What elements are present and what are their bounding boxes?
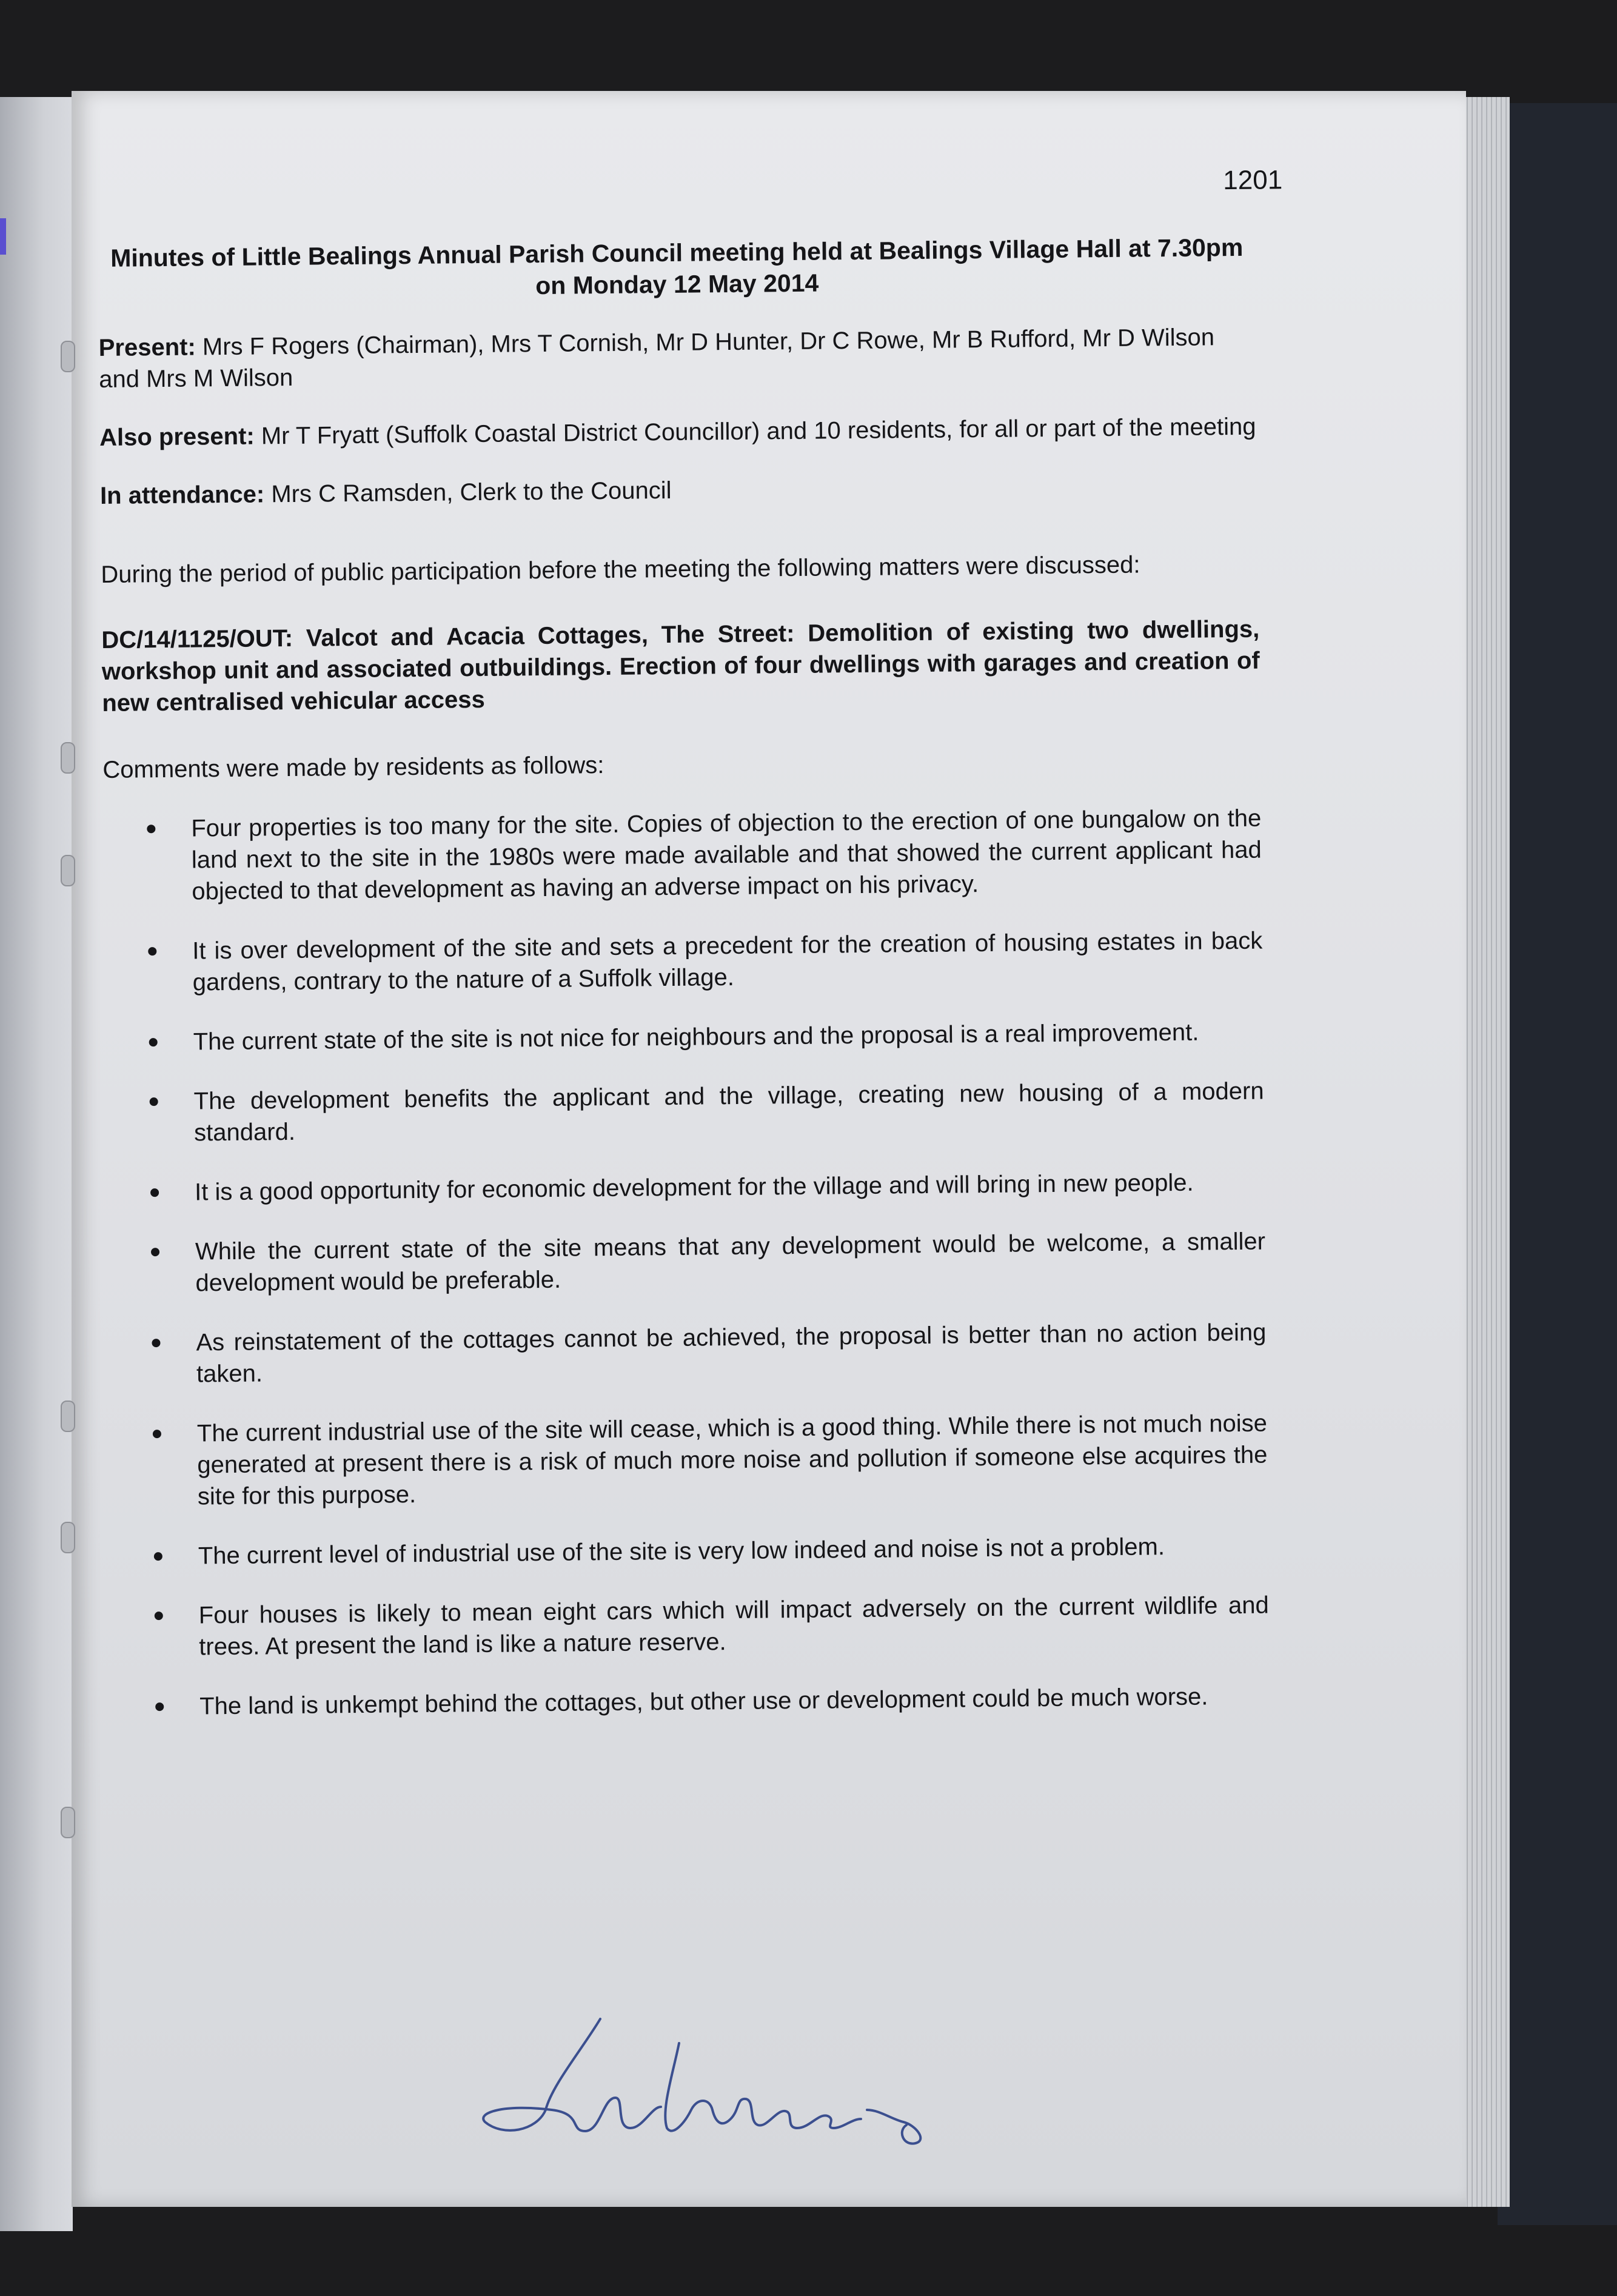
- comment-text: As reinstatement of the cottages cannot be achieved, the proposal is better than no action being taken.: [196, 1319, 1267, 1388]
- bullet-icon: [150, 1097, 158, 1106]
- binder-hole: [61, 1401, 75, 1432]
- in-attendance-label: In attendance:: [99, 481, 265, 509]
- bullet-icon: [148, 947, 156, 956]
- list-item: [105, 1016, 1263, 1059]
- binder-hole: [61, 341, 75, 372]
- list-item: [105, 1076, 1264, 1150]
- list-item: [104, 925, 1263, 999]
- present-label: Present:: [98, 333, 196, 361]
- comment-text: The current level of industrial use of the site is very low indeed and noise is not a problem.: [198, 1533, 1165, 1570]
- comment-text: Four houses is likely to mean eight cars which will impact adversely on the current wildlife and trees. At present the land is like a nature reserve.: [198, 1591, 1269, 1661]
- bullet-icon: [147, 825, 155, 833]
- list-item: [111, 1590, 1270, 1664]
- also-present-line: [99, 411, 1257, 454]
- binder-hole: [61, 742, 75, 774]
- binder-cover: [1498, 103, 1617, 2225]
- chairman-signature-icon: [479, 2007, 964, 2146]
- in-attendance-text: Mrs C Ramsden, Clerk to the Council: [271, 477, 672, 508]
- also-present-text: Mr T Fryatt (Suffolk Coastal District Councillor) and 10 residents, for all or part of the meeting: [261, 413, 1256, 450]
- comment-text: It is a good opportunity for economic development for the village and will bring in new people.: [194, 1169, 1194, 1206]
- comment-text: The development benefits the applicant and the village, creating new housing of a modern standard.: [193, 1077, 1264, 1146]
- previous-page-edge: [0, 97, 73, 2231]
- bullet-icon: [149, 1038, 158, 1046]
- present-line: [98, 321, 1257, 395]
- bullet-icon: [155, 1702, 164, 1711]
- bullet-icon: [151, 1248, 159, 1256]
- list-item: [110, 1530, 1268, 1573]
- bullet-icon: [155, 1612, 163, 1620]
- bullet-icon: [152, 1339, 160, 1347]
- present-text: Mrs F Rogers (Chairman), Mrs T Cornish, Mr D Hunter, Dr C Rowe, Mr B Rufford, Mr D Wilson and Mrs M Wilson: [99, 324, 1215, 393]
- page-number: 1201: [1223, 165, 1283, 196]
- page-content: [97, 165, 1283, 1723]
- application-heading: DC/14/1125/OUT: Valcot and Acacia Cottages, The Street: Demolition of existing two dwellings, workshop unit and associated outbuildings. Erection of four dwellings with garages and creation of new centralised vehicular access: [101, 615, 1260, 717]
- list-item: [107, 1166, 1265, 1209]
- comment-text: While the current state of the site means that any development would be welcome, a smaller development would be preferable.: [195, 1228, 1266, 1297]
- comment-text: It is over development of the site and sets a precedent for the creation of housing estates in back gardens, contrary to the nature of a Suffolk village.: [192, 927, 1263, 996]
- comment-text: The land is unkempt behind the cottages, but other use or development could be much worse.: [199, 1683, 1208, 1720]
- public-participation-paragraph: During the period of public participation before the meeting the following matters were discussed:: [101, 551, 1140, 588]
- comments-intro: Comments were made by residents as follows:: [102, 752, 604, 783]
- comment-text: Four properties is too many for the site. Copies of objection to the erection of one bungalow on the land next to the site in the 1980s were made available and that showed the current applicant had objected to that development as having an adverse impact on his privacy.: [191, 805, 1262, 905]
- comment-text: The current industrial use of the site will cease, which is a good thing. While there is not much noise generated at present there is a risk of much more noise and pollution if someone else acquires the site for this purpose.: [196, 1410, 1268, 1510]
- binder-hole: [61, 855, 75, 886]
- comment-text: The current state of the site is not nice for neighbours and the proposal is a real improvement.: [193, 1019, 1199, 1056]
- signature-stroke: [483, 2019, 920, 2144]
- binder-hole: [61, 1807, 75, 1838]
- bullet-icon: [154, 1552, 162, 1561]
- list-item: [107, 1226, 1266, 1300]
- page-tab-marker: [0, 218, 6, 255]
- bullet-icon: [150, 1188, 159, 1197]
- also-present-label: Also present:: [99, 423, 255, 451]
- comments-list: [103, 803, 1270, 1723]
- bullet-icon: [153, 1430, 161, 1438]
- binder-hole: [61, 1522, 75, 1553]
- list-item: [109, 1408, 1268, 1513]
- list-item: [108, 1317, 1267, 1391]
- minutes-title: Minutes of Little Bealings Annual Parish Council meeting held at Bealings Village Hall at 7.30pm on Monday 12 May 2014: [110, 233, 1244, 300]
- list-item: [103, 803, 1262, 908]
- in-attendance-line: [100, 469, 1258, 512]
